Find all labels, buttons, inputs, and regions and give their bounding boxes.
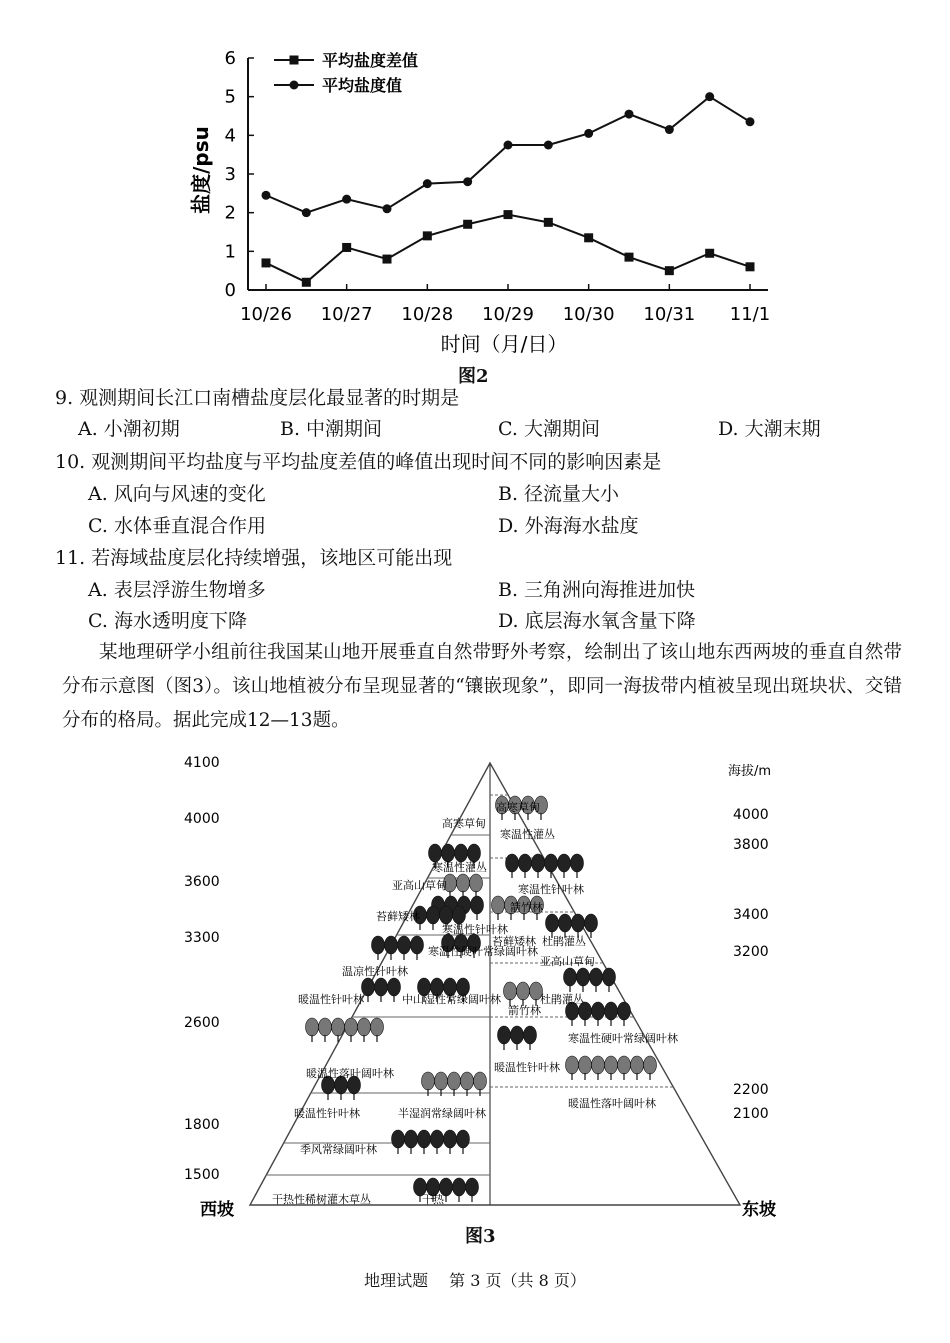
tree-crown bbox=[631, 1056, 644, 1074]
tree-crown bbox=[455, 844, 468, 862]
west-zone-label: 季风常绿阔叶林 bbox=[300, 1143, 377, 1156]
data-point-square bbox=[705, 249, 714, 258]
series-line-2 bbox=[266, 97, 750, 213]
tree-crown bbox=[545, 854, 558, 872]
tree-crown bbox=[592, 1056, 605, 1074]
q10-option-c: C. 水体垂直混合作用 bbox=[88, 515, 266, 537]
tree-crown bbox=[558, 854, 571, 872]
tree-crown bbox=[605, 1056, 618, 1074]
q10-option-a: A. 风向与风速的变化 bbox=[88, 483, 266, 505]
tree-crown bbox=[474, 1072, 487, 1090]
data-point-square bbox=[746, 262, 755, 271]
west-zone-label: 温凉性针叶林 bbox=[342, 965, 408, 978]
tree-crown bbox=[559, 914, 572, 932]
tree-crown bbox=[590, 968, 603, 986]
west-zone-label: 暖温性针叶林 bbox=[294, 1107, 360, 1120]
data-point-circle bbox=[584, 129, 593, 138]
east-zone-label: 亚高山草甸 bbox=[540, 955, 595, 968]
east-altitude-label: 2200 bbox=[733, 1082, 769, 1098]
tree-crown bbox=[592, 1002, 605, 1020]
data-point-circle bbox=[504, 141, 513, 150]
data-point-circle bbox=[544, 141, 553, 150]
west-altitude-label: 1800 bbox=[184, 1117, 220, 1133]
tree-crown bbox=[644, 1056, 657, 1074]
west-zone-label: 暖温性针叶林 bbox=[298, 993, 364, 1006]
east-zone-label: 高寒草甸 bbox=[496, 801, 540, 814]
west-altitude-label: 3600 bbox=[184, 874, 220, 890]
q11-option-c: C. 海水透明度下降 bbox=[88, 610, 247, 632]
west-zone-label: 寒温性灌丛 bbox=[432, 861, 487, 874]
west-altitude-label: 4100 bbox=[184, 755, 220, 771]
tree-crown bbox=[577, 968, 590, 986]
data-point-square bbox=[383, 255, 392, 264]
altitude-unit-label: 海拔/m bbox=[728, 764, 772, 779]
tree-crown bbox=[453, 906, 466, 924]
y-tick-label: 2 bbox=[224, 202, 236, 224]
tree-crown bbox=[422, 1072, 435, 1090]
tree-crown bbox=[411, 936, 424, 954]
tree-crown bbox=[431, 1130, 444, 1148]
intro-paragraph: 某地理研学小组前往我国某山地开展垂直自然带野外考察，绘制出了该山地东西两坡的垂直自然带分布示意图（图3）。该山地植被分布呈现显著的“镶嵌现象”，即同一海拔带内植被呈现出斑块状、交错分布的格局。据此完成12—13题。 bbox=[62, 642, 902, 731]
tree-crown bbox=[435, 1072, 448, 1090]
tree-crown bbox=[448, 1072, 461, 1090]
tree-crown bbox=[618, 1002, 631, 1020]
west-zone-label: 干热性稀树灌木草丛 bbox=[272, 1193, 371, 1206]
tree-crown bbox=[444, 1130, 457, 1148]
x-tick-label: 10/28 bbox=[401, 304, 454, 325]
y-tick-label: 5 bbox=[224, 86, 236, 108]
west-zone-label: 寒温性针叶林 bbox=[442, 923, 508, 936]
east-altitude-label: 2100 bbox=[733, 1106, 769, 1122]
x-tick-label: 10/26 bbox=[240, 304, 292, 325]
tree-crown bbox=[345, 1018, 358, 1036]
data-point-square bbox=[463, 220, 472, 229]
vertical-zonation-diagram bbox=[180, 755, 800, 1225]
x-tick-label: 10/29 bbox=[482, 304, 534, 325]
y-tick-label: 0 bbox=[224, 280, 236, 301]
tree-crown bbox=[572, 914, 585, 932]
tree-crown bbox=[332, 1018, 345, 1036]
data-point-circle bbox=[262, 191, 271, 200]
x-tick-label: 11/1 bbox=[729, 304, 771, 325]
east-altitude-labels bbox=[733, 807, 769, 1122]
x-tick-label: 10/31 bbox=[643, 304, 696, 325]
q9-option-c: C. 大潮期间 bbox=[498, 418, 600, 440]
east-zone-label: 杜鹃灌丛 bbox=[540, 993, 584, 1006]
y-tick-label: 3 bbox=[224, 164, 236, 185]
tree-crown bbox=[532, 854, 545, 872]
tree-crown bbox=[461, 1072, 474, 1090]
tree-crown bbox=[524, 1026, 537, 1044]
west-zone-label: 亚高山草甸 bbox=[392, 879, 447, 892]
q11-option-a: A. 表层浮游生物增多 bbox=[88, 579, 266, 601]
data-point-circle bbox=[625, 110, 634, 119]
west-zone-label: 苔藓矮林 bbox=[376, 910, 420, 923]
tree-crown bbox=[571, 854, 584, 872]
tree-crown bbox=[605, 1002, 618, 1020]
east-zone-label: 杜鹃灌丛 bbox=[542, 935, 586, 948]
data-point-circle bbox=[383, 204, 392, 213]
tree-crown bbox=[388, 978, 401, 996]
q10-option-d: D. 外海海水盐度 bbox=[498, 515, 639, 537]
east-slope-label: 东坡 bbox=[742, 1200, 776, 1220]
data-point-circle bbox=[423, 179, 432, 188]
tree-crown bbox=[564, 968, 577, 986]
tree-crown bbox=[375, 978, 388, 996]
data-point-square bbox=[342, 243, 351, 252]
east-zone-label: 寒温性针叶林 bbox=[518, 883, 584, 896]
chart-legend bbox=[274, 51, 418, 95]
chart-series bbox=[262, 92, 755, 287]
tree-crown bbox=[405, 1130, 418, 1148]
west-altitude-labels bbox=[184, 755, 220, 1183]
tree-crown bbox=[392, 1130, 405, 1148]
data-point-square bbox=[625, 253, 634, 262]
tree-crown bbox=[457, 1130, 470, 1148]
q9-option-b: B. 中潮期间 bbox=[280, 418, 383, 440]
tree-crown bbox=[517, 982, 530, 1000]
tree-crown bbox=[618, 1056, 631, 1074]
east-zone-label: 暖温性针叶林 bbox=[494, 1061, 560, 1074]
west-altitude-label: 3300 bbox=[184, 930, 220, 946]
legend-label: 平均盐度值 bbox=[322, 76, 403, 95]
east-zone-label: 寒温性硬叶常绿阔叶林 bbox=[568, 1032, 678, 1045]
x-tick-label: 10/27 bbox=[320, 304, 373, 325]
tree-crown bbox=[603, 968, 616, 986]
east-zone-label: 苔藓矮林 bbox=[492, 935, 536, 948]
series-line-1 bbox=[266, 215, 750, 283]
x-axis-label: 时间（月/日） bbox=[440, 332, 568, 356]
mountain-outline bbox=[250, 763, 740, 1205]
question-9-stem: 9. 观测期间长江口南槽盐度层化最显著的时期是 bbox=[55, 387, 460, 409]
tree-crown bbox=[427, 906, 440, 924]
west-slope-label: 西坡 bbox=[200, 1200, 234, 1220]
tree-crown bbox=[579, 1056, 592, 1074]
y-ticks bbox=[225, 48, 254, 301]
tree-crown bbox=[511, 1026, 524, 1044]
data-point-circle bbox=[302, 208, 311, 217]
tree-crown bbox=[471, 896, 484, 914]
east-altitude-label: 3800 bbox=[733, 837, 769, 853]
question-11-stem: 11. 若海域盐度层化持续增强，该地区可能出现 bbox=[55, 547, 453, 569]
tree-crown bbox=[466, 1178, 479, 1196]
data-point-square bbox=[262, 258, 271, 267]
tree-crown bbox=[371, 1018, 384, 1036]
data-point-square bbox=[302, 278, 311, 287]
data-point-square bbox=[423, 231, 432, 240]
data-point-square bbox=[504, 210, 513, 219]
tree-crown bbox=[440, 906, 453, 924]
q11-option-d: D. 底层海水氧含量下降 bbox=[498, 610, 696, 632]
data-point-square bbox=[584, 233, 593, 242]
tree-crown bbox=[498, 1026, 511, 1044]
tree-crown bbox=[418, 1130, 431, 1148]
east-zone-label: 寒温性灌丛 bbox=[500, 828, 555, 841]
west-altitude-label: 4000 bbox=[184, 811, 220, 827]
tree-crown bbox=[398, 936, 411, 954]
tree-crown bbox=[453, 1178, 466, 1196]
east-altitude-label: 3200 bbox=[733, 944, 769, 960]
data-point-circle bbox=[463, 177, 472, 186]
west-altitude-label: 2600 bbox=[184, 1015, 220, 1031]
west-zone-label: 暖温性落叶阔叶林 bbox=[306, 1067, 394, 1080]
tree-crown bbox=[470, 874, 483, 892]
data-point-circle bbox=[342, 195, 351, 204]
east-zone-label: 箭竹林 bbox=[508, 1004, 541, 1017]
data-point-circle bbox=[746, 117, 755, 126]
y-tick-label: 1 bbox=[224, 241, 236, 263]
west-zone-label: 中山湿性常绿阔叶林 bbox=[402, 993, 501, 1006]
page-footer: 地理试题 第 3 页（共 8 页） bbox=[364, 1271, 586, 1290]
y-axis-label: 盐度/psu bbox=[189, 126, 213, 214]
x-tick-label: 10/30 bbox=[562, 304, 615, 325]
q11-option-b: B. 三角洲向海推进加快 bbox=[498, 579, 696, 601]
east-zone-label: 箭竹林 bbox=[510, 901, 543, 914]
tree-crown bbox=[468, 844, 481, 862]
west-zone-label: 半湿润常绿阔叶林 bbox=[398, 1107, 486, 1120]
q9-option-d: D. 大潮末期 bbox=[718, 418, 821, 440]
legend-label: 平均盐度差值 bbox=[322, 51, 419, 70]
tree-crown bbox=[429, 844, 442, 862]
west-zone-label: 寒温性硬叶常绿阔叶林 bbox=[428, 945, 538, 958]
tree-crown bbox=[385, 936, 398, 954]
tree-crown bbox=[492, 896, 505, 914]
west-zone-label: 高寒草甸 bbox=[442, 817, 486, 830]
east-zone-label: 暖温性落叶阔叶林 bbox=[568, 1097, 656, 1110]
tree-crown bbox=[457, 874, 470, 892]
tree-crown bbox=[358, 1018, 371, 1036]
mountain-triangle bbox=[250, 763, 740, 1205]
tree-crown bbox=[372, 936, 385, 954]
figure2-caption: 图2 bbox=[458, 366, 489, 387]
east-altitude-label: 3400 bbox=[733, 907, 769, 923]
tree-crown bbox=[306, 1018, 319, 1036]
west-zone-label: 干热 bbox=[422, 1193, 444, 1206]
tree-crown bbox=[585, 914, 598, 932]
tree-crown bbox=[506, 854, 519, 872]
salinity-line-chart bbox=[180, 40, 790, 380]
tree-crown bbox=[319, 1018, 332, 1036]
data-point-square bbox=[665, 266, 674, 275]
tree-crown bbox=[442, 844, 455, 862]
tree-crown bbox=[519, 854, 532, 872]
tree-crown bbox=[566, 1056, 579, 1074]
legend-marker-square bbox=[290, 56, 299, 65]
q10-option-b: B. 径流量大小 bbox=[498, 483, 620, 505]
q9-option-a: A. 小潮初期 bbox=[78, 418, 180, 440]
tree-crown bbox=[546, 914, 559, 932]
figure3-caption: 图3 bbox=[465, 1226, 496, 1247]
data-point-circle bbox=[705, 92, 714, 101]
data-point-circle bbox=[665, 125, 674, 134]
east-altitude-label: 4000 bbox=[733, 807, 769, 823]
west-altitude-label: 1500 bbox=[184, 1167, 220, 1183]
tree-crown bbox=[504, 982, 517, 1000]
question-10-stem: 10. 观测期间平均盐度与平均盐度差值的峰值出现时间不同的影响因素是 bbox=[55, 451, 662, 473]
y-tick-label: 6 bbox=[224, 48, 236, 69]
y-tick-label: 4 bbox=[224, 125, 236, 147]
legend-marker-circle bbox=[290, 81, 299, 90]
data-point-square bbox=[544, 218, 553, 227]
